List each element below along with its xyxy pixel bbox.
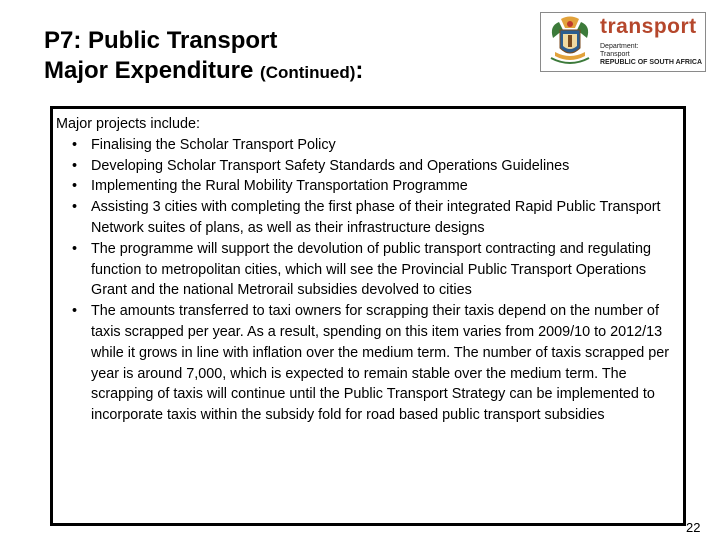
list-item-text: Finalising the Scholar Transport Policy — [91, 136, 336, 153]
list-item-text: Implementing the Rural Mobility Transportation Programme — [91, 178, 468, 195]
title-line-1: P7: Public Transport — [44, 27, 278, 54]
bullet-icon: • — [72, 303, 78, 320]
list-item-text: The amounts transferred to taxi owners for scrapping their taxis depend on the number of taxis scrapped per year. As a result, spending on this item varies from 2009/10 to 2012/13 while it grows in line with inflation over the medium term. The number of taxis scrapped per year is around 7,000, which is expected to remain stable over the medium term. The scrapping of taxis will continue until the Public Transport Strategy can be implemented to incorporate taxis within the subsidy fold for road based public transport subsidies — [91, 303, 670, 424]
slide-title — [44, 26, 514, 88]
page-number: 22 — [686, 520, 701, 535]
content-body — [56, 114, 681, 426]
bullet-icon: • — [72, 136, 78, 153]
list-item-text: The programme will support the devolution of public transport contracting and regulating function to metropolitan cities, which will see the Provincial Public Transport Operations Grant and the national Metrorail subsidies devolved to cities — [91, 240, 651, 299]
list-item — [56, 176, 681, 197]
list-item — [56, 135, 681, 156]
list-item — [56, 239, 681, 301]
bullet-icon: • — [72, 157, 78, 174]
list-item-text: Developing Scholar Transport Safety Standards and Operations Guidelines — [91, 157, 570, 174]
title-main: Major Expenditure — [44, 57, 254, 84]
list-item-text: Assisting 3 cities with completing the first phase of their integrated Rapid Public Transport Network suites of plans, as well as their infrastructure designs — [91, 199, 661, 236]
logo-line-department: Department: — [600, 43, 639, 50]
coat-of-arms-icon — [545, 16, 595, 68]
transport-department-logo — [540, 12, 706, 72]
title-continued: (Continued) — [260, 63, 356, 82]
bullet-icon: • — [72, 178, 78, 195]
intro-text: Major projects include: — [56, 116, 200, 132]
bullet-icon: • — [72, 199, 78, 216]
projects-list — [56, 135, 681, 426]
logo-line-transport: Transport — [600, 51, 630, 58]
list-item — [56, 197, 681, 239]
bullet-icon: • — [72, 240, 78, 257]
logo-wordmark: transport — [600, 15, 697, 38]
list-item — [56, 301, 681, 426]
title-line-2 — [44, 56, 514, 88]
logo-line-country: REPUBLIC OF SOUTH AFRICA — [600, 59, 703, 66]
list-item — [56, 156, 681, 177]
title-colon: : — [355, 57, 364, 84]
